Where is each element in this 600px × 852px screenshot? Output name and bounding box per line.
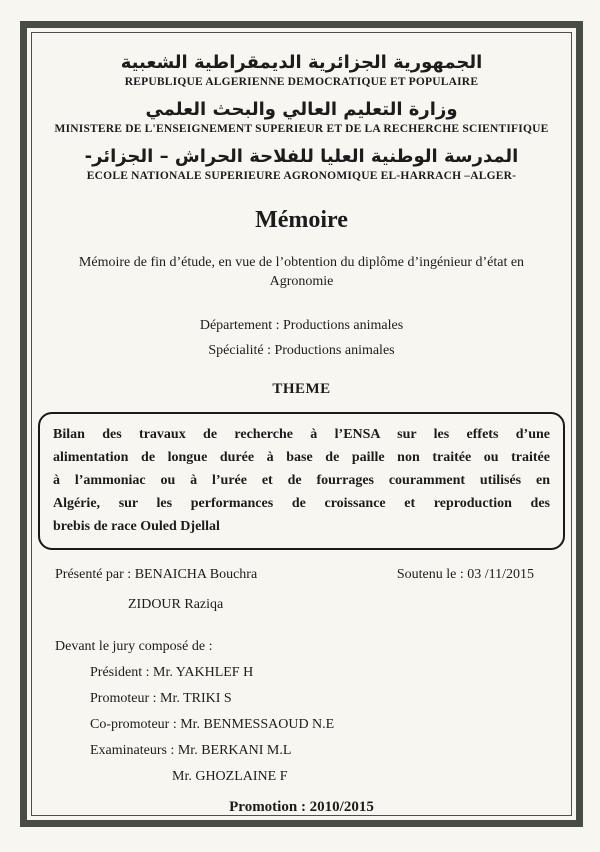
jury-member-examinateur-2: Mr. GHOZLAINE F: [172, 769, 288, 784]
header-school-french: ECOLE NATIONALE SUPERIEURE AGRONOMIQUE EL-HARRACH –ALGER-: [86, 170, 517, 182]
jury-member-promoteur: Promoteur : Mr. TRIKI S: [90, 691, 232, 706]
presented-row: [33, 566, 570, 584]
theme-heading: THEME: [272, 381, 331, 397]
theme-text-line: brebis de race Ouled Djellal: [53, 519, 220, 534]
promotion-line: Promotion : 2010/2015: [229, 799, 374, 815]
theme-text-line: à l’ammoniac ou à l’urée et de fourrages couramment utilisés en: [53, 473, 550, 488]
jury-intro: Devant le jury composé de :: [55, 639, 213, 654]
document-subtitle: Mémoire de fin d’étude, en vue de l’obtention du diplôme d’ingénieur d’état en Agronomie: [78, 255, 525, 289]
theme-text-line: Algérie, sur les performances de croissance et reproduction des: [53, 496, 550, 511]
theme-text-line: alimentation de longue durée à base de paille non traitée ou traitée: [53, 450, 550, 465]
jury-member-co-promoteur: Co-promoteur : Mr. BENMESSAOUD N.E: [90, 717, 335, 732]
header-republic-arabic: الجمهورية الجزائرية الديمقراطية الشعبية: [120, 52, 483, 73]
second-author: ZIDOUR Raziqa: [128, 597, 224, 612]
document-title: Mémoire: [255, 207, 348, 233]
presented-by-line: Présenté par : BENAICHA Bouchra: [55, 567, 258, 582]
specialty-line: Spécialité : Productions animales: [208, 343, 395, 358]
jury-member-examinateur-1: Examinateurs : Mr. BERKANI M.L: [90, 743, 292, 758]
header-ministry-french: MINISTERE DE L'ENSEIGNEMENT SUPERIEUR ET DE LA RECHERCHE SCIENTIFIQUE: [54, 123, 549, 135]
department-line: Département : Productions animales: [199, 318, 404, 333]
page-content: [33, 34, 570, 814]
header-republic-french: REPUBLIQUE ALGERIENNE DEMOCRATIQUE ET POPULAIRE: [124, 76, 479, 88]
header-school-arabic: المدرسة الوطنية العليا للفلاحة الحراش – الجزائر-: [84, 146, 519, 167]
defense-date: Soutenu le : 03 /11/2015: [396, 567, 534, 582]
header-ministry-arabic: وزارة التعليم العالي والبحث العلمي: [145, 99, 458, 120]
theme-box: [38, 412, 565, 550]
theme-text-line: Bilan des travaux de recherche à l’ENSA sur les effets d’une: [53, 427, 550, 442]
jury-member-president: Président : Mr. YAKHLEF H: [90, 665, 254, 680]
